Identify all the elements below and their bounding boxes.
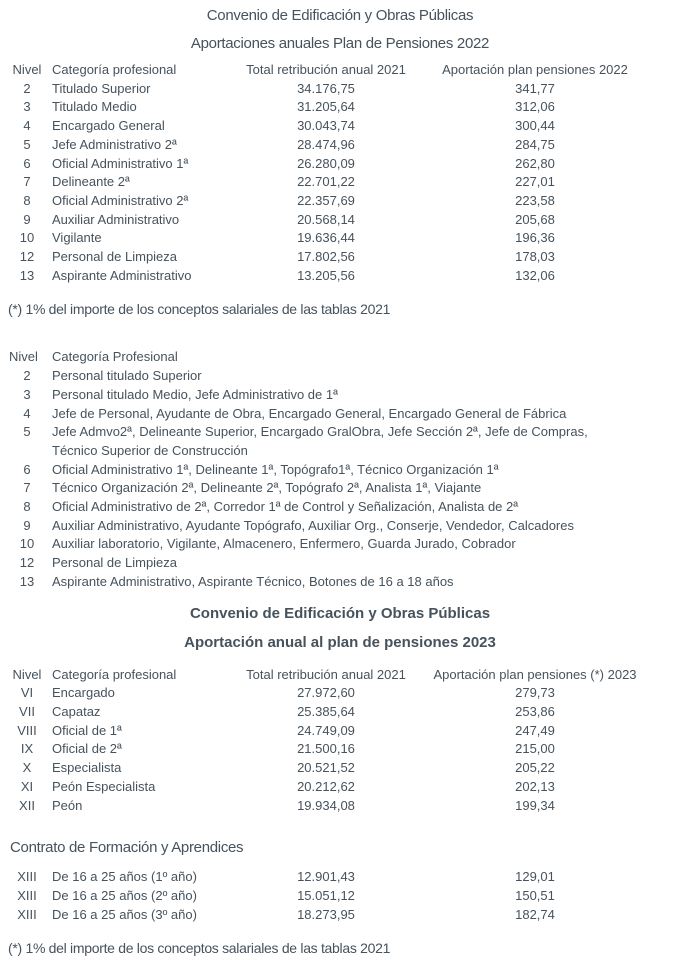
table-cell: 205,22	[515, 760, 555, 776]
table-row	[8, 517, 672, 536]
table-cell: 215,00	[515, 741, 555, 757]
table-cell: 27.972,60	[297, 685, 355, 701]
table-cell: 196,36	[515, 230, 555, 246]
table-header-row	[8, 666, 672, 685]
table-cell: De 16 a 25 años (3º año)	[52, 906, 197, 922]
table-row	[8, 573, 672, 592]
table-cell: Auxiliar Administrativo, Ayudante Topógrafo, Auxiliar Org., Conserje, Vendedor, Calcadores	[52, 517, 574, 533]
table-cell: 25.385,64	[297, 703, 355, 719]
table-cell: 4	[23, 118, 31, 134]
table-row	[8, 740, 672, 759]
table-cell: 10	[19, 536, 35, 552]
footnote-2021-tables: (*) 1% del importe de los conceptos salariales de las tablas 2021	[8, 940, 391, 957]
table-cell: 12.901,43	[297, 869, 355, 885]
table-cell: 13.205,56	[297, 267, 355, 283]
table-cell: De 16 a 25 años (2º año)	[52, 887, 197, 903]
table-cell: XII	[19, 797, 35, 813]
table-header-row	[8, 61, 672, 80]
table-cell: Aspirante Administrativo, Aspirante Técnico, Botones de 16 a 18 años	[52, 573, 454, 589]
table-cell: 8	[23, 499, 31, 515]
table-cell: 12	[19, 249, 35, 265]
table-cell: 312,06	[515, 99, 555, 115]
table-body	[8, 868, 672, 924]
table-row	[8, 136, 672, 155]
table-cell: 6	[23, 155, 31, 171]
table-cell: 7	[23, 480, 31, 496]
table-row	[8, 722, 672, 741]
table-cell: Encargado	[52, 685, 115, 701]
table-cell: 19.934,08	[297, 797, 355, 813]
table-cell: 2	[23, 80, 31, 96]
column-header-retribucion: Total retribución anual 2021	[246, 62, 406, 77]
training-contract-heading: Contrato de Formación y Aprendices	[10, 839, 244, 857]
table-row	[8, 906, 672, 925]
table-row	[8, 703, 672, 722]
table-cell: Jefe Administrativo 2ª	[52, 136, 177, 152]
table-cell: Técnico Organización 2ª, Delineante 2ª, Topógrafo 2ª, Analista 1ª, Viajante	[52, 480, 482, 496]
table-cell: 2	[23, 368, 31, 384]
table-row	[8, 80, 672, 99]
table-cell: Peón	[52, 797, 83, 813]
table-cell: 129,01	[515, 869, 555, 885]
section2-title: Convenio de Edificación y Obras Públicas	[189, 604, 491, 622]
column-header-categoria: Categoría profesional	[52, 666, 177, 682]
table-cell: Oficial Administrativo de 2ª, Corredor 1ª de Control y Señalización, Analista de 2ª	[52, 499, 519, 515]
table-cell: 13	[19, 573, 35, 589]
table-cell: 300,44	[515, 118, 555, 134]
table-row	[8, 535, 672, 554]
table-row	[8, 479, 672, 498]
table-cell: VIII	[17, 722, 37, 738]
table-cell: Jefe de Personal, Ayudante de Obra, Encargado General, Encargado General de Fábrica	[52, 405, 567, 421]
table-cell: 9	[23, 517, 31, 533]
levels-body	[8, 367, 672, 591]
table-cell: VII	[19, 703, 35, 719]
table-row	[8, 887, 672, 906]
table-cell: XIII	[17, 906, 37, 922]
table-cell: 3	[23, 99, 31, 115]
table-cell: Delineante 2ª	[52, 174, 130, 190]
table-cell: 3	[23, 386, 31, 402]
table-cell: De 16 a 25 años (1º año)	[52, 869, 197, 885]
table-cell: 284,75	[515, 136, 555, 152]
table-cell: Oficial Administrativo 1ª	[52, 155, 189, 171]
table-row	[8, 267, 672, 286]
table-cell: 227,01	[515, 174, 555, 190]
table-cell: Oficial Administrativo 2ª	[52, 192, 189, 208]
column-header-nivel: Nivel	[12, 62, 42, 77]
table-cell: 9	[23, 211, 31, 227]
table-cell: Titulado Medio	[52, 99, 137, 115]
levels-header-row	[8, 348, 672, 367]
column-header-nivel: Nivel	[12, 666, 42, 682]
table-cell: 34.176,75	[297, 80, 355, 96]
table-cell: VI	[20, 685, 34, 701]
table-cell: 253,86	[515, 703, 555, 719]
table-cell: 7	[23, 174, 31, 190]
section1-subtitle: Aportaciones anuales Plan de Pensiones 2022	[190, 35, 490, 52]
table-cell: 24.749,09	[297, 722, 355, 738]
table-cell: 31.205,64	[297, 99, 355, 115]
table-row	[8, 117, 672, 136]
table-cell: 205,68	[515, 211, 555, 227]
levels-header-nivel: Nivel	[9, 349, 38, 365]
table-cell: 20.212,62	[297, 778, 355, 794]
table-cell: IX	[20, 741, 34, 757]
table-row	[8, 192, 672, 211]
table-row	[8, 248, 672, 267]
table-row	[8, 868, 672, 887]
table-row	[8, 797, 672, 816]
table-cell: 30.043,74	[297, 118, 355, 134]
section2-subtitle: Aportación anual al plan de pensiones 2023	[184, 633, 496, 651]
section1-title: Convenio de Edificación y Obras Públicas	[206, 7, 474, 24]
table-cell: Auxiliar Administrativo	[52, 211, 180, 227]
table-cell: 150,51	[515, 887, 555, 903]
table-cell: 20.568,14	[297, 211, 355, 227]
table-cell: Oficial Administrativo 1ª, Delineante 1ª, Topógrafo1ª, Técnico Organización 1ª	[52, 461, 499, 477]
pensions-2023-table	[8, 666, 672, 816]
table-cell: 223,58	[515, 192, 555, 208]
table-cell: Peón Especialista	[52, 778, 156, 794]
table-cell: 22.701,22	[297, 174, 355, 190]
table-cell: 10	[19, 230, 35, 246]
levels-header-categoria: Categoría Profesional	[52, 349, 178, 365]
table-row	[8, 461, 672, 480]
table-cell: Personal titulado Medio, Jefe Administrativo de 1ª	[52, 386, 338, 402]
table-cell: 5	[23, 136, 31, 152]
table-cell: X	[22, 760, 32, 776]
table-cell: XI	[20, 778, 34, 794]
table-row	[8, 405, 672, 424]
table-cell: 13	[19, 267, 35, 283]
table-row	[8, 229, 672, 248]
table-cell: Capataz	[52, 703, 101, 719]
table-cell: XIII	[17, 869, 37, 885]
table-cell: 178,03	[515, 249, 555, 265]
table-cell: Aspirante Administrativo	[52, 267, 192, 283]
table-cell: 279,73	[515, 685, 555, 701]
table-body	[8, 684, 672, 815]
table-cell: Vigilante	[52, 230, 102, 246]
table-cell: 26.280,09	[297, 155, 355, 171]
table-cell: 20.521,52	[297, 760, 355, 776]
table-cell: 15.051,12	[297, 887, 355, 903]
table-cell: 8	[23, 192, 31, 208]
table-cell: 4	[23, 405, 31, 421]
levels-category-table	[8, 348, 672, 591]
table-cell: Encargado General	[52, 118, 165, 134]
table-row	[8, 554, 672, 573]
table-row	[8, 98, 672, 117]
table-row	[8, 778, 672, 797]
table-cell: 199,34	[515, 797, 555, 813]
table-cell: Personal de Limpieza	[52, 555, 178, 571]
table-row	[8, 759, 672, 778]
table-cell: 22.357,69	[297, 192, 355, 208]
table-cell: 182,74	[515, 906, 555, 922]
table-body	[8, 80, 672, 286]
table-row	[8, 367, 672, 386]
table-cell: 132,06	[515, 267, 555, 283]
column-header-retribucion: Total retribución anual 2021	[246, 666, 406, 682]
table-cell: Personal titulado Superior	[52, 368, 202, 384]
table-row	[8, 173, 672, 192]
pensions-2022-table	[8, 61, 672, 285]
table-cell: Oficial de 1ª	[52, 722, 122, 738]
table-row	[8, 386, 672, 405]
table-cell: Titulado Superior	[52, 80, 151, 96]
table-cell: Especialista	[52, 760, 122, 776]
table-cell: 5	[23, 424, 31, 440]
table-cell: 6	[23, 461, 31, 477]
table-cell: Jefe Admvo2ª, Delineante Superior, Encargado GralObra, Jefe Sección 2ª, Jefe de Compras, Técnico Superior de Construcción	[52, 424, 588, 458]
table-cell: Personal de Limpieza	[52, 249, 178, 265]
table-cell: Auxiliar laboratorio, Vigilante, Almacenero, Enfermero, Guarda Jurado, Cobrador	[52, 536, 516, 552]
table-row	[8, 211, 672, 230]
table-cell: 18.273,95	[297, 906, 355, 922]
column-header-categoria: Categoría profesional	[52, 62, 177, 77]
table-cell: 262,80	[515, 155, 555, 171]
table-cell: 19.636,44	[297, 230, 355, 246]
table-row	[8, 498, 672, 517]
table-cell: 247,49	[515, 722, 555, 738]
table-row	[8, 155, 672, 174]
table-cell: Oficial de 2ª	[52, 741, 122, 757]
table-cell: 17.802,56	[297, 249, 355, 265]
table-cell: 28.474,96	[297, 136, 355, 152]
table-cell: 202,13	[515, 778, 555, 794]
table-cell: 341,77	[515, 80, 555, 96]
column-header-aportacion: Aportación plan pensiones 2022	[442, 62, 628, 77]
table-cell: XIII	[17, 887, 37, 903]
table-row	[8, 423, 672, 460]
table-cell: 12	[19, 555, 35, 571]
column-header-aportacion: Aportación plan pensiones (*) 2023	[433, 666, 637, 682]
table-cell: 21.500,16	[297, 741, 355, 757]
table-row	[8, 684, 672, 703]
training-contract-table	[8, 868, 672, 924]
footnote-2021-tables: (*) 1% del importe de los conceptos salariales de las tablas 2021	[8, 301, 391, 318]
